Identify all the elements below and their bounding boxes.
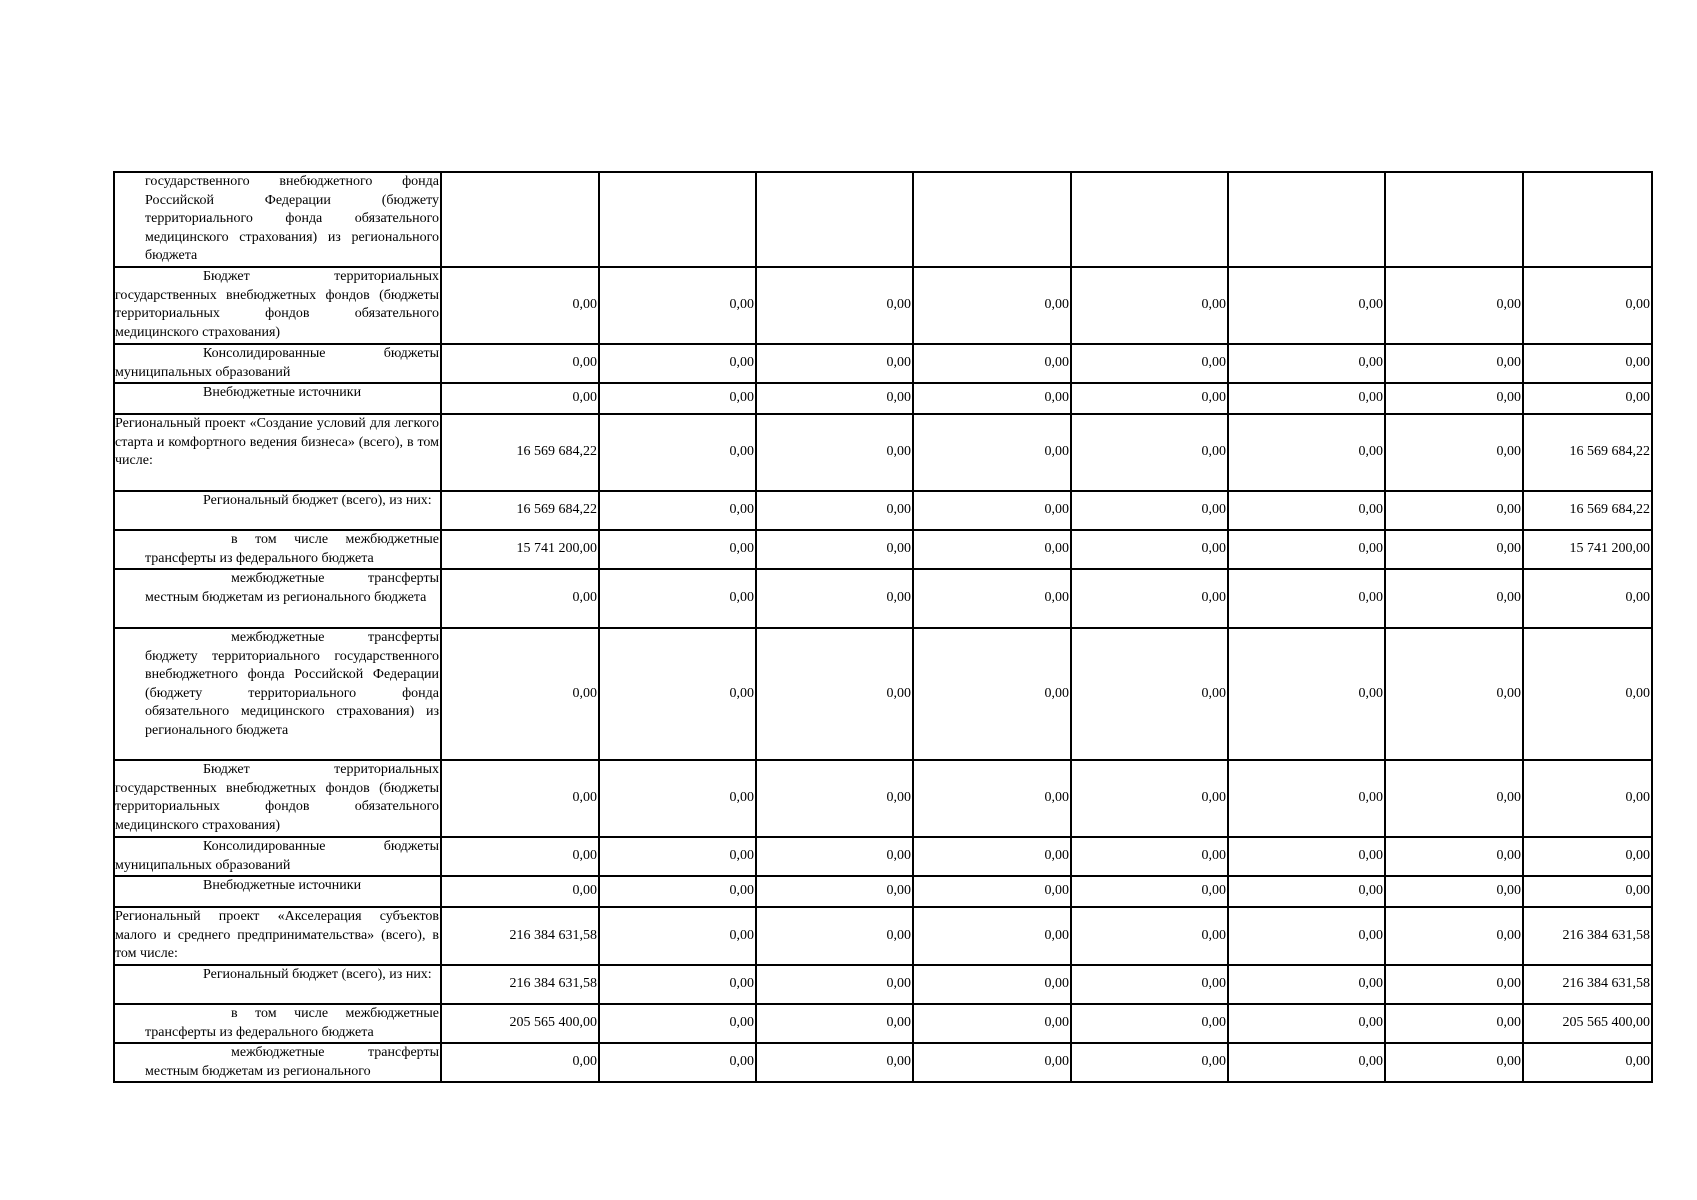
- row-label-cell: [114, 569, 441, 628]
- value-cell: 0,00: [1385, 267, 1523, 344]
- row-label-cell: [114, 530, 441, 569]
- value-cell: 0,00: [1228, 876, 1385, 907]
- value-cell: 0,00: [1228, 760, 1385, 837]
- row-label: Региональный бюджет (всего), из них:: [203, 967, 432, 982]
- row-label-cell: [114, 837, 441, 876]
- value-cell: [1228, 172, 1385, 267]
- row-label-cell: [114, 344, 441, 383]
- value-cell: 0,00: [1385, 530, 1523, 569]
- value-cell: 0,00: [913, 628, 1071, 760]
- value-cell: 0,00: [441, 628, 599, 760]
- table-row: [114, 530, 1652, 569]
- row-label: Внебюджетные источники: [203, 385, 362, 400]
- row-label-cell: [114, 965, 441, 1004]
- value-cell: [1523, 172, 1652, 267]
- value-cell: 0,00: [441, 569, 599, 628]
- row-label-cell: [114, 907, 441, 965]
- value-cell: 15 741 200,00: [1523, 530, 1652, 569]
- value-cell: 0,00: [913, 1004, 1071, 1043]
- value-cell: 0,00: [1385, 414, 1523, 491]
- value-cell: 0,00: [1523, 383, 1652, 414]
- value-cell: 0,00: [1071, 267, 1228, 344]
- value-cell: 0,00: [913, 760, 1071, 837]
- row-label-cell: [114, 491, 441, 530]
- value-cell: 0,00: [1385, 760, 1523, 837]
- value-cell: 0,00: [1071, 383, 1228, 414]
- table-row: [114, 414, 1652, 491]
- table-row: [114, 876, 1652, 907]
- row-label: государственного внебюджетного фонда Российской Федерации (бюджету территориального фонда обязательного медицинского страхования) из регионального бюджета: [145, 174, 439, 263]
- value-cell: 0,00: [756, 837, 913, 876]
- row-label-cell: [114, 628, 441, 760]
- row-label-cell: [114, 1004, 441, 1043]
- value-cell: 0,00: [1228, 628, 1385, 760]
- value-cell: 0,00: [1385, 837, 1523, 876]
- value-cell: 0,00: [913, 837, 1071, 876]
- value-cell: 0,00: [599, 569, 756, 628]
- value-cell: 0,00: [913, 569, 1071, 628]
- value-cell: [441, 172, 599, 267]
- value-cell: 0,00: [1385, 383, 1523, 414]
- value-cell: 0,00: [1385, 907, 1523, 965]
- value-cell: 0,00: [756, 383, 913, 414]
- value-cell: 0,00: [1228, 1004, 1385, 1043]
- value-cell: [599, 172, 756, 267]
- value-cell: 0,00: [756, 907, 913, 965]
- value-cell: 0,00: [599, 1004, 756, 1043]
- table-row: [114, 760, 1652, 837]
- value-cell: 0,00: [599, 344, 756, 383]
- value-cell: 0,00: [599, 760, 756, 837]
- value-cell: 0,00: [1385, 344, 1523, 383]
- row-label: Внебюджетные источники: [203, 878, 362, 893]
- value-cell: 216 384 631,58: [1523, 907, 1652, 965]
- value-cell: 0,00: [599, 1043, 756, 1082]
- value-cell: 0,00: [1071, 965, 1228, 1004]
- value-cell: 0,00: [599, 965, 756, 1004]
- value-cell: 0,00: [599, 837, 756, 876]
- row-label: межбюджетные трансферты местным бюджетам из регионального: [145, 1045, 439, 1079]
- value-cell: 0,00: [1385, 491, 1523, 530]
- value-cell: 216 384 631,58: [441, 907, 599, 965]
- table-row: [114, 383, 1652, 414]
- row-label-cell: [114, 383, 441, 414]
- value-cell: 0,00: [756, 876, 913, 907]
- value-cell: 15 741 200,00: [441, 530, 599, 569]
- value-cell: 0,00: [756, 569, 913, 628]
- value-cell: 0,00: [756, 965, 913, 1004]
- row-label: Консолидированные бюджеты муниципальных образований: [115, 839, 439, 873]
- value-cell: 0,00: [1228, 530, 1385, 569]
- value-cell: 0,00: [756, 1043, 913, 1082]
- value-cell: 0,00: [599, 383, 756, 414]
- value-cell: 16 569 684,22: [441, 414, 599, 491]
- value-cell: 0,00: [1228, 491, 1385, 530]
- value-cell: 0,00: [913, 965, 1071, 1004]
- value-cell: 0,00: [441, 383, 599, 414]
- value-cell: 16 569 684,22: [1523, 414, 1652, 491]
- row-label: межбюджетные трансферты местным бюджетам из регионального бюджета: [145, 571, 439, 605]
- value-cell: 16 569 684,22: [1523, 491, 1652, 530]
- table-row: [114, 267, 1652, 344]
- value-cell: 16 569 684,22: [441, 491, 599, 530]
- value-cell: 0,00: [1071, 628, 1228, 760]
- value-cell: 0,00: [599, 628, 756, 760]
- table-row: [114, 491, 1652, 530]
- value-cell: 0,00: [599, 267, 756, 344]
- row-label: Консолидированные бюджеты муниципальных образований: [115, 346, 439, 380]
- value-cell: 0,00: [1385, 965, 1523, 1004]
- value-cell: 205 565 400,00: [441, 1004, 599, 1043]
- value-cell: 0,00: [1071, 1004, 1228, 1043]
- value-cell: 0,00: [599, 414, 756, 491]
- value-cell: [913, 172, 1071, 267]
- row-label-cell: [114, 760, 441, 837]
- value-cell: 0,00: [1071, 1043, 1228, 1082]
- value-cell: 0,00: [913, 344, 1071, 383]
- budget-table-body: [114, 172, 1652, 1082]
- row-label-cell: [114, 172, 441, 267]
- value-cell: 0,00: [1228, 414, 1385, 491]
- value-cell: 0,00: [1523, 837, 1652, 876]
- row-label: Бюджет территориальных государственных внебюджетных фондов (бюджеты территориальных фондов обязательного медицинского страхования): [115, 762, 439, 833]
- table-row: [114, 837, 1652, 876]
- table-row: [114, 1004, 1652, 1043]
- value-cell: 205 565 400,00: [1523, 1004, 1652, 1043]
- value-cell: 0,00: [1228, 267, 1385, 344]
- row-label-cell: [114, 267, 441, 344]
- row-label: межбюджетные трансферты бюджету территориального государственного внебюджетного фонда Российской Федерации (бюджету территориального фонда обязательного медицинского страхования) из регионального бюджета: [145, 630, 439, 738]
- value-cell: 0,00: [599, 876, 756, 907]
- value-cell: 0,00: [756, 344, 913, 383]
- row-label-cell: [114, 876, 441, 907]
- value-cell: 0,00: [441, 344, 599, 383]
- value-cell: 0,00: [1523, 628, 1652, 760]
- row-label: Региональный проект «Создание условий для легкого старта и комфортного ведения бизнеса» (всего), в том числе:: [115, 416, 439, 468]
- table-row: [114, 172, 1652, 267]
- value-cell: 0,00: [1071, 876, 1228, 907]
- value-cell: 216 384 631,58: [1523, 965, 1652, 1004]
- value-cell: [1071, 172, 1228, 267]
- value-cell: 0,00: [441, 267, 599, 344]
- table-row: [114, 965, 1652, 1004]
- value-cell: 0,00: [1523, 876, 1652, 907]
- row-label-cell: [114, 414, 441, 491]
- value-cell: 0,00: [1071, 837, 1228, 876]
- value-cell: 0,00: [441, 760, 599, 837]
- row-label: Региональный бюджет (всего), из них:: [203, 493, 432, 508]
- value-cell: 0,00: [1228, 965, 1385, 1004]
- value-cell: [1385, 172, 1523, 267]
- value-cell: 0,00: [1523, 569, 1652, 628]
- value-cell: 0,00: [1385, 628, 1523, 760]
- value-cell: 0,00: [1071, 530, 1228, 569]
- value-cell: 0,00: [1523, 760, 1652, 837]
- row-label: Региональный проект «Акселерация субъектов малого и среднего предпринимательства» (всего), в том числе:: [115, 909, 439, 961]
- value-cell: 0,00: [1228, 907, 1385, 965]
- value-cell: 216 384 631,58: [441, 965, 599, 1004]
- value-cell: 0,00: [1523, 1043, 1652, 1082]
- value-cell: 0,00: [913, 414, 1071, 491]
- value-cell: [756, 172, 913, 267]
- table-row: [114, 1043, 1652, 1082]
- value-cell: 0,00: [1071, 344, 1228, 383]
- value-cell: 0,00: [756, 628, 913, 760]
- value-cell: 0,00: [441, 1043, 599, 1082]
- value-cell: 0,00: [1523, 267, 1652, 344]
- value-cell: 0,00: [1228, 383, 1385, 414]
- row-label-cell: [114, 1043, 441, 1082]
- value-cell: 0,00: [1385, 1004, 1523, 1043]
- value-cell: 0,00: [1071, 414, 1228, 491]
- value-cell: 0,00: [756, 760, 913, 837]
- value-cell: 0,00: [913, 267, 1071, 344]
- value-cell: 0,00: [913, 491, 1071, 530]
- value-cell: 0,00: [913, 876, 1071, 907]
- value-cell: 0,00: [1071, 760, 1228, 837]
- row-label: в том числе межбюджетные трансферты из федерального бюджета: [145, 1006, 439, 1040]
- value-cell: 0,00: [1385, 569, 1523, 628]
- value-cell: 0,00: [913, 1043, 1071, 1082]
- value-cell: 0,00: [913, 907, 1071, 965]
- value-cell: 0,00: [1228, 344, 1385, 383]
- value-cell: 0,00: [599, 907, 756, 965]
- value-cell: 0,00: [441, 837, 599, 876]
- value-cell: 0,00: [913, 383, 1071, 414]
- value-cell: 0,00: [599, 530, 756, 569]
- value-cell: 0,00: [1228, 1043, 1385, 1082]
- value-cell: 0,00: [1071, 907, 1228, 965]
- value-cell: 0,00: [756, 530, 913, 569]
- value-cell: 0,00: [1071, 569, 1228, 628]
- table-row: [114, 907, 1652, 965]
- table-row: [114, 344, 1652, 383]
- value-cell: 0,00: [1228, 837, 1385, 876]
- value-cell: 0,00: [756, 267, 913, 344]
- budget-table: [113, 171, 1653, 1083]
- table-row: [114, 569, 1652, 628]
- value-cell: 0,00: [756, 491, 913, 530]
- value-cell: 0,00: [1523, 344, 1652, 383]
- value-cell: 0,00: [1228, 569, 1385, 628]
- value-cell: 0,00: [1385, 876, 1523, 907]
- row-label: в том числе межбюджетные трансферты из федерального бюджета: [145, 532, 439, 566]
- value-cell: 0,00: [1385, 1043, 1523, 1082]
- value-cell: 0,00: [599, 491, 756, 530]
- value-cell: 0,00: [756, 1004, 913, 1043]
- value-cell: 0,00: [756, 414, 913, 491]
- value-cell: 0,00: [913, 530, 1071, 569]
- value-cell: 0,00: [441, 876, 599, 907]
- row-label: Бюджет территориальных государственных внебюджетных фондов (бюджеты территориальных фондов обязательного медицинского страхования): [115, 269, 439, 340]
- value-cell: 0,00: [1071, 491, 1228, 530]
- table-row: [114, 628, 1652, 760]
